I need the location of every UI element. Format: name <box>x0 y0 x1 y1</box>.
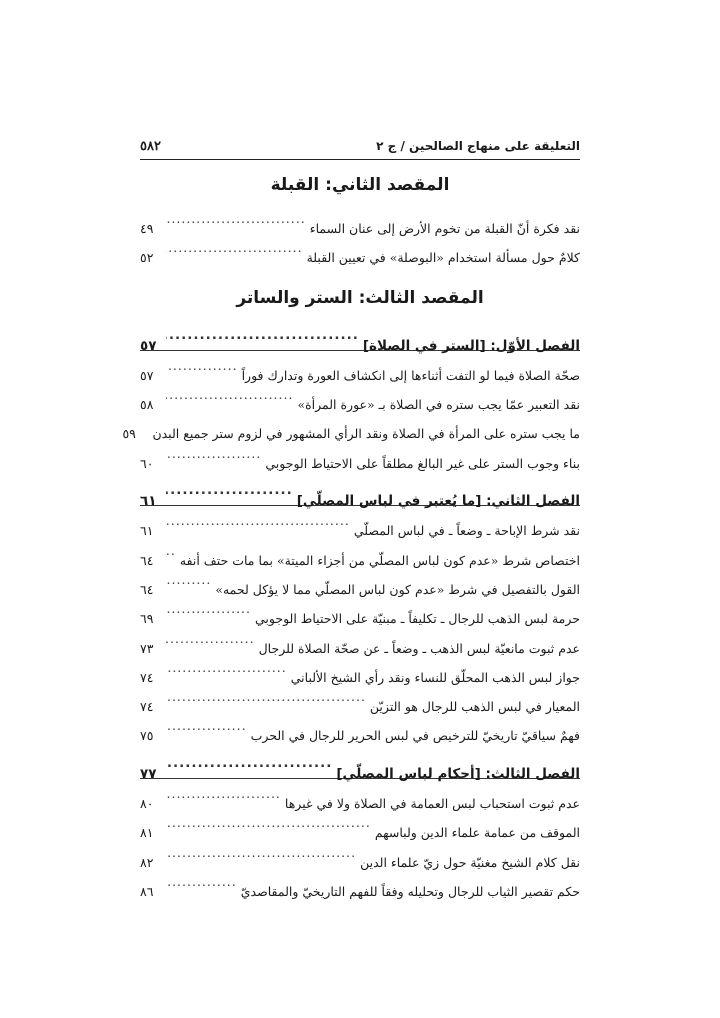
toc-entry: الموقف من عمامة علماء الدين ولباسهم ..... ٨١ <box>140 808 580 837</box>
leader-dots <box>166 565 211 594</box>
page-ref: ٧٤ <box>140 699 154 715</box>
page-ref: ٦٩ <box>140 611 154 627</box>
page-ref: ٨٠ <box>140 796 154 812</box>
page-number: ٥٨٢ <box>140 138 161 154</box>
leader-dots <box>166 779 281 808</box>
toc-entry: المعيار في لبس الذهب للرجال هو التزيّن ..... ٧٤ <box>140 682 580 711</box>
page-ref: ٧٣ <box>140 640 154 656</box>
page-header <box>140 136 580 156</box>
leader-dots <box>166 682 366 711</box>
page-ref: ٨٦ <box>140 883 154 899</box>
page-ref: ٦٤ <box>140 581 154 597</box>
page-ref: ٦١ <box>140 493 157 510</box>
leader-dots <box>166 867 237 896</box>
page-ref: ٥٩ <box>122 426 136 442</box>
page-ref: ٤٩ <box>140 221 154 236</box>
toc-entry: نقل كلام الشيخ مغنيّة حول زيّ علماء الدين ..... ٨٢ <box>140 838 580 867</box>
page-ref: ٧٤ <box>140 669 154 685</box>
leader-dots <box>166 711 247 740</box>
leader-dots <box>166 749 332 778</box>
toc-entry: فهمٌ سياقيّ تاريخيّ للترخيص في لبس الحرير للرجال في الحرب ..... ٧٥ <box>140 711 580 740</box>
table-of-contents <box>122 170 580 899</box>
leader-dots <box>166 233 303 262</box>
page-ref: ٨٢ <box>140 854 154 870</box>
section-title: المقصد الثاني: القبلة <box>270 175 450 195</box>
toc-entry: عدم ثبوت استحباب لبس العمامة في الصلاة ولا في غيرها ..... ٨٠ <box>140 779 580 808</box>
toc-entry: نقد شرط الإباحة ـ وضعاً ـ في لباس المصلّي ..... ٦١ <box>140 506 580 535</box>
leader-dots <box>166 506 350 535</box>
toc-entry: نقد فكرة أنّ القبلة من تخوم الأرض إلى عنان السماء ..... ٤٩ <box>140 204 580 233</box>
page-ref: ٨١ <box>140 825 154 841</box>
chapter-heading: الفصل الثالث: [أحكام لباس المصلّي] ..... ٧٧ <box>140 749 580 778</box>
header-divider <box>140 159 580 160</box>
page-ref: ٦٤ <box>140 552 154 568</box>
leader-dots <box>166 476 293 505</box>
toc-entry: كلامٌ حول مسألة استخدام «البوصلة» في تعيين القبلة ..... ٥٢ <box>140 233 580 262</box>
toc-entry: القول بالتفصيل في شرط «عدم كون لباس المصلّي مما لا يؤكل لحمه» ..... ٦٤ <box>140 565 580 594</box>
leader-dots <box>166 439 261 468</box>
leader-dots <box>166 204 306 233</box>
toc-entry: نقد التعبير عمّا يجب ستره في الصلاة بـ «عورة المرأة» ..... ٥٨ <box>140 380 580 409</box>
chapter-heading: الفصل الأوّل: [الستر في الصلاة] ..... ٥٧ <box>140 321 580 350</box>
page-ref: ٥٧ <box>140 367 154 383</box>
leader-dots <box>166 653 287 682</box>
page-ref: ٦١ <box>140 523 154 539</box>
leader-dots <box>166 838 356 867</box>
leader-dots <box>166 594 251 623</box>
leader-dots <box>166 380 293 409</box>
section-title: المقصد الثالث: الستر والساتر <box>236 287 484 308</box>
page-ref: ٧٧ <box>140 765 157 782</box>
toc-entry: صحّة الصلاة فيما لو التفت أثناءها إلى انكشاف العورة وتدارك فوراً ..... ٥٧ <box>140 351 580 380</box>
toc-entry: عدم ثبوت مانعيّة لبس الذهب ـ وضعاً ـ عن صحّة الصلاة للرجال ..... ٧٣ <box>140 624 580 653</box>
toc-entry: جواز لبس الذهب المحلّق للنساء ونقد رأي الشيخ الألباني ..... ٧٤ <box>140 653 580 682</box>
page-ref: ٥٧ <box>140 337 157 354</box>
toc-entry: بناء وجوب الستر على غير البالغ مطلقاً على الاحتياط الوجوبي ..... ٦٠ <box>140 439 580 468</box>
book-title: التعليقة على منهاج الصالحين / ج ٢ <box>376 139 580 153</box>
page-ref: ٦٠ <box>140 455 154 471</box>
toc-entry: اختصاص شرط «عدم كون لباس المصلّي من أجزاء الميتة» بما مات حتف أنفه ..... ٦٤ <box>140 536 580 565</box>
toc-entry: حكم تقصير الثياب للرجال وتحليله وفقاً للفهم التاريخيّ والمقاصديّ ..... ٨٦ <box>140 867 580 896</box>
leader-dots <box>166 808 371 837</box>
leader-dots <box>166 351 238 380</box>
leader-dots <box>166 321 359 350</box>
page-ref: ٥٢ <box>140 250 154 266</box>
toc-entry: ما يجب ستره على المرأة في الصلاة ونقد الرأي المشهور في لزوم ستر جميع البدن ٥٩ <box>140 409 580 438</box>
leader-dots <box>166 624 255 653</box>
page-ref: ٥٨ <box>140 397 154 413</box>
chapter-heading: الفصل الثاني: [ما يُعتبر في لباس المصلّي] ..... ٦١ <box>140 476 580 505</box>
leader-dots <box>166 536 176 565</box>
toc-entry: حرمة لبس الذهب للرجال ـ تكليفاً ـ مبنيّة على الاحتياط الوجوبي ..... ٦٩ <box>140 594 580 623</box>
page-ref: ٧٥ <box>140 728 154 744</box>
